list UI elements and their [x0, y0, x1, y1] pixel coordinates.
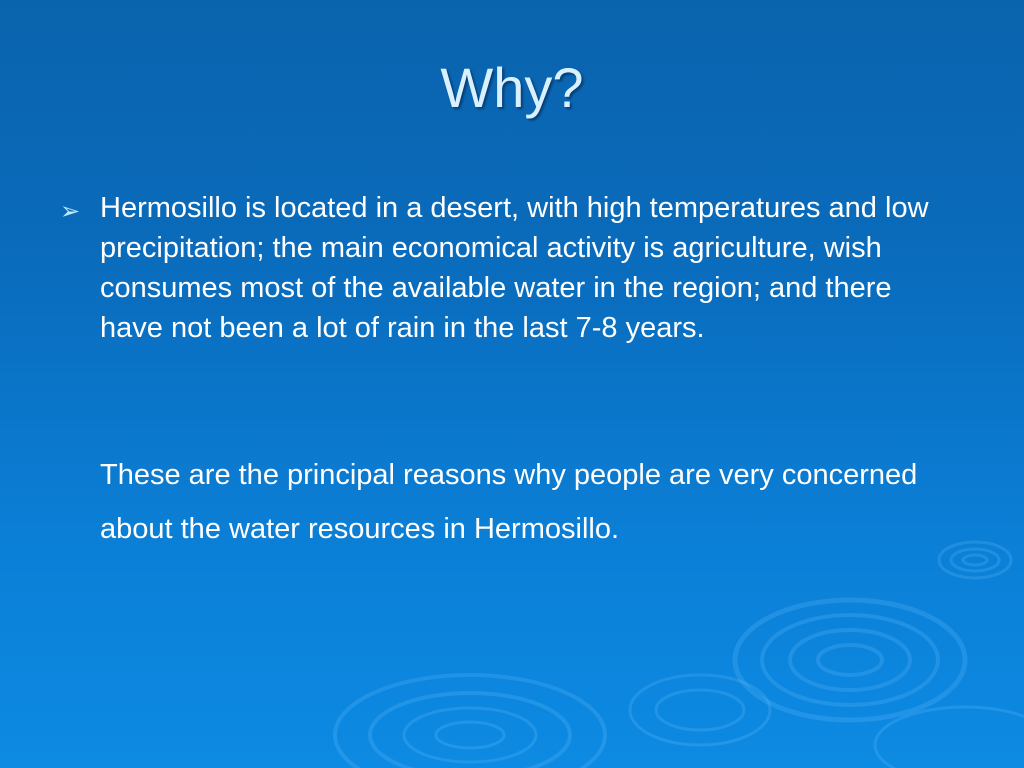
bullet-text: Hermosillo is located in a desert, with high temperatures and low precipitation; the main economical activity is agriculture, wish consumes most of the available water in the region; and there have not been a lot of rain in the last 7-8 years.: [100, 192, 929, 344]
slide-title: Why?: [440, 56, 584, 119]
chevron-right-icon: ➢: [60, 198, 81, 225]
conclusion-paragraph: These are the principal reasons why people are very concerned about the water resources in Hermosillo.: [100, 459, 918, 545]
